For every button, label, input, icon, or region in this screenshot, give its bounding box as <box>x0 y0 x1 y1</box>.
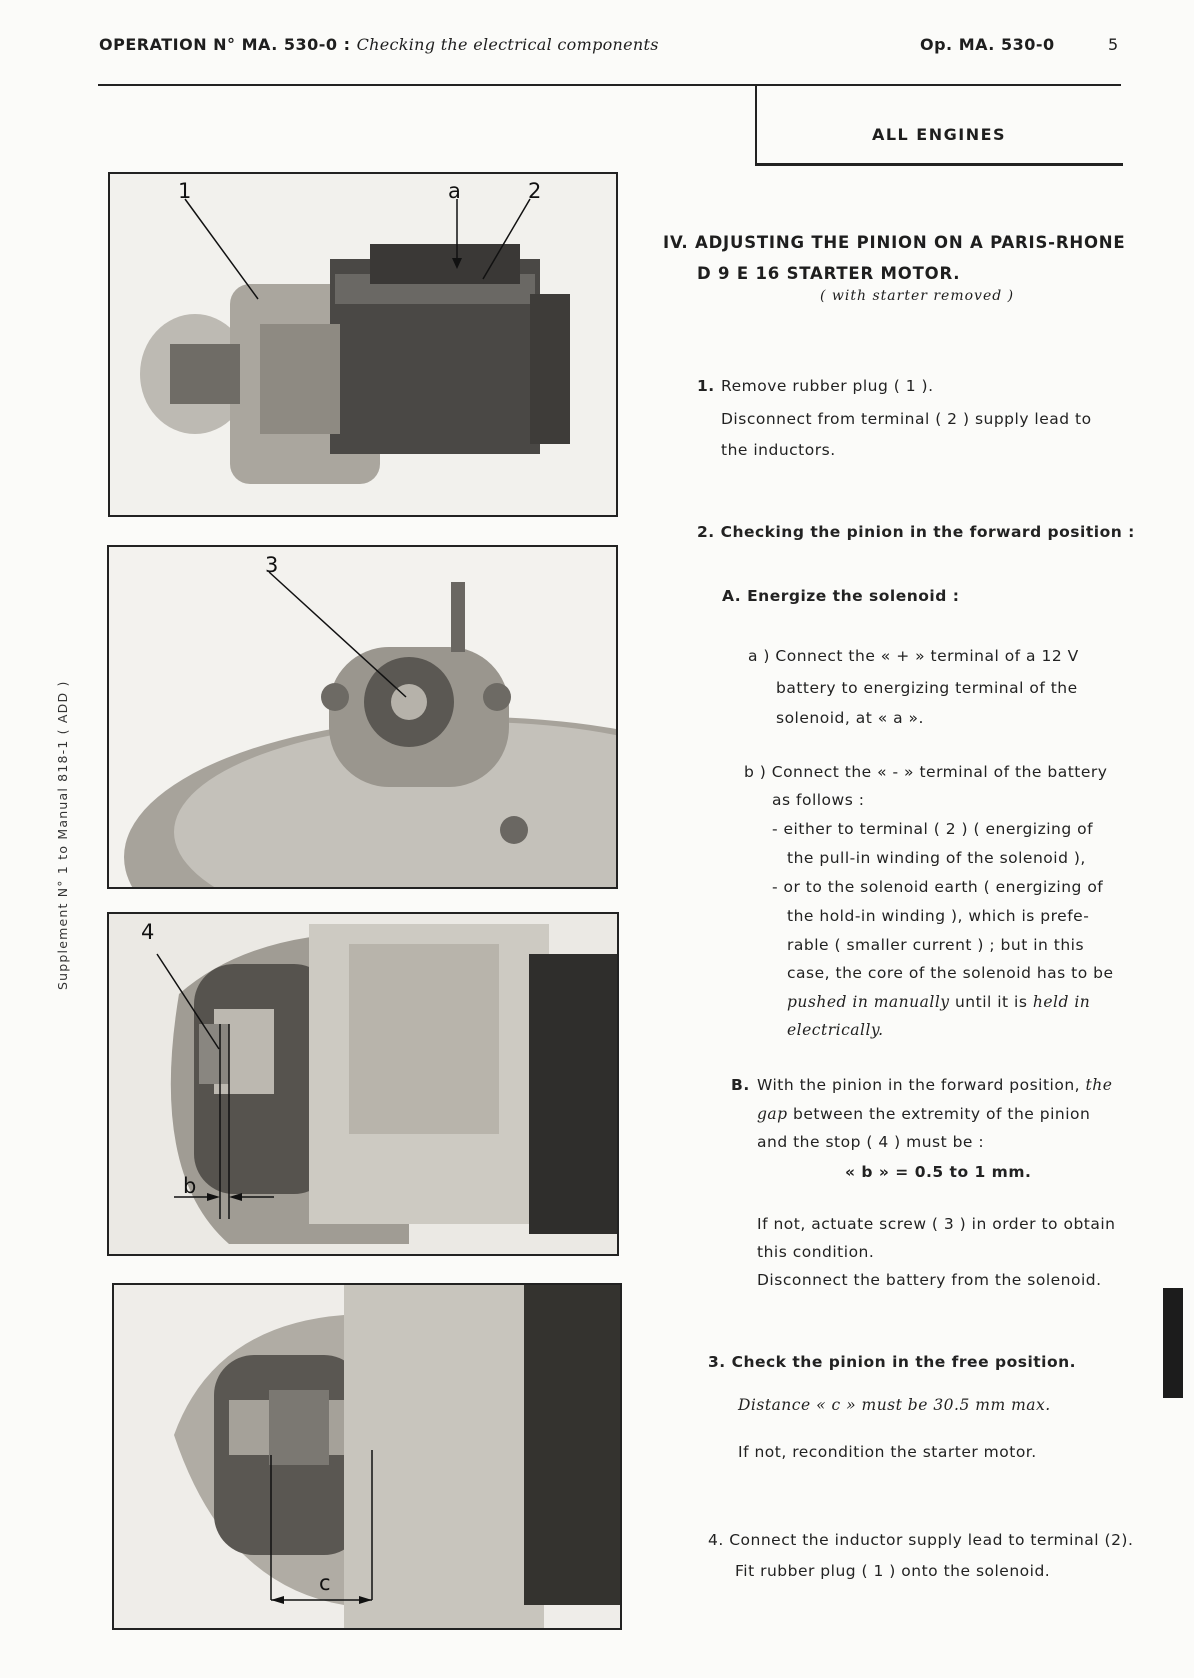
fig1-label-a: a <box>448 179 461 203</box>
step2-a-item-line2: battery to energizing terminal of the <box>776 679 1078 697</box>
step2-b-emphasis-pushed: pushed in manually <box>787 993 950 1011</box>
fig3-label-4: 4 <box>141 920 155 944</box>
step2-a-item-line3: solenoid, at « a ». <box>776 709 924 727</box>
step2-b-item-line6: the hold-in winding ), which is prefe- <box>787 907 1090 925</box>
op-code: Op. MA. 530-0 <box>920 35 1055 54</box>
step3-spec: Distance « c » must be 30.5 mm max. <box>738 1396 1051 1414</box>
step2-a-heading: A. Energize the solenoid : <box>722 587 960 605</box>
step2-B-line1 <box>757 1076 1112 1094</box>
fig1-label-1: 1 <box>178 179 192 203</box>
step2-ifnot-line1: If not, actuate screw ( 3 ) in order to obtain <box>757 1215 1116 1233</box>
operation-number: OPERATION N° MA. 530-0 : <box>99 35 351 54</box>
step2-b-emphasis-held: held in <box>1032 993 1091 1011</box>
step3-heading: 3. Check the pinion in the free position. <box>708 1353 1077 1371</box>
page-thumb-tab <box>1163 1288 1183 1398</box>
operation-title <box>99 35 659 54</box>
step2-b-item-line8: case, the core of the solenoid has to be <box>787 964 1114 982</box>
step2-b-item-line2: as follows : <box>772 791 865 809</box>
step2-B-line2-emphasis: gap <box>757 1105 788 1123</box>
step2-B-line2-text: between the extremity of the pinion <box>787 1105 1091 1123</box>
fig1-label-2: 2 <box>528 179 542 203</box>
fig4-label-c: c <box>319 1571 331 1595</box>
step2-b-item-line1: b ) Connect the « - » terminal of the battery <box>744 763 1108 781</box>
step4-line1: 4. Connect the inductor supply lead to terminal (2). <box>708 1531 1134 1549</box>
side-note: Supplement N° 1 to Manual 818-1 ( ADD ) <box>55 680 70 990</box>
step1-line3: the inductors. <box>721 441 836 459</box>
step2-B-value: « b » = 0.5 to 1 mm. <box>845 1163 1032 1181</box>
step2-ifnot-line2: this condition. <box>757 1243 875 1261</box>
step4-line2: Fit rubber plug ( 1 ) onto the solenoid. <box>735 1562 1051 1580</box>
section-subtitle: ( with starter removed ) <box>820 288 1015 304</box>
pinion-free-illustration <box>114 1285 620 1628</box>
section-title <box>663 227 1125 289</box>
figure-starter-motor-side <box>108 172 618 517</box>
step2-b-item-line7: rable ( smaller current ) ; but in this <box>787 936 1085 954</box>
step1-number: 1. <box>697 377 715 395</box>
step2-b-item-line3: - either to terminal ( 2 ) ( energizing of <box>772 820 1094 838</box>
pinion-forward-illustration <box>109 914 617 1254</box>
step2-b-item-line5: - or to the solenoid earth ( energizing of <box>772 878 1104 896</box>
figure-pinion-forward <box>107 912 619 1256</box>
solenoid-end-illustration <box>109 547 616 887</box>
figure-pinion-free <box>112 1283 622 1630</box>
step2-B-line2 <box>757 1105 1090 1123</box>
operation-subject: Checking the electrical components <box>356 35 659 54</box>
step3-ifnot: If not, recondition the starter motor. <box>738 1443 1037 1461</box>
step2-B-line1-emphasis: the <box>1085 1076 1113 1094</box>
step2-ifnot-line3: Disconnect the battery from the solenoid. <box>757 1271 1102 1289</box>
step2-B-line1-text: With the pinion in the forward position, <box>757 1076 1086 1094</box>
step2-b-item-line10: electrically. <box>787 1021 884 1039</box>
section-title-line2: D 9 E 16 STARTER MOTOR. <box>697 264 961 283</box>
step1-line1: Remove rubber plug ( 1 ). <box>721 377 934 395</box>
step2-a-item-line1: a ) Connect the « + » terminal of a 12 V <box>748 647 1079 665</box>
fig3-label-b: b <box>183 1174 197 1198</box>
section-title-line1: IV. ADJUSTING THE PINION ON A PARIS-RHONE <box>663 233 1126 252</box>
step2-b-item-line4: the pull-in winding of the solenoid ), <box>787 849 1086 867</box>
figure-solenoid-end <box>107 545 618 889</box>
engines-label: ALL ENGINES <box>871 125 1007 144</box>
step2-b-mid: until it is <box>949 993 1033 1011</box>
step1-line2: Disconnect from terminal ( 2 ) supply lead to <box>721 410 1092 428</box>
step2-heading: 2. Checking the pinion in the forward position : <box>697 523 1135 541</box>
fig2-label-3: 3 <box>265 553 279 577</box>
starter-motor-illustration <box>110 174 616 515</box>
step2-B-label: B. <box>731 1076 750 1094</box>
step2-B-line3: and the stop ( 4 ) must be : <box>757 1133 985 1151</box>
page-number: 5 <box>1108 35 1119 54</box>
step2-b-item-line9 <box>787 993 1090 1011</box>
